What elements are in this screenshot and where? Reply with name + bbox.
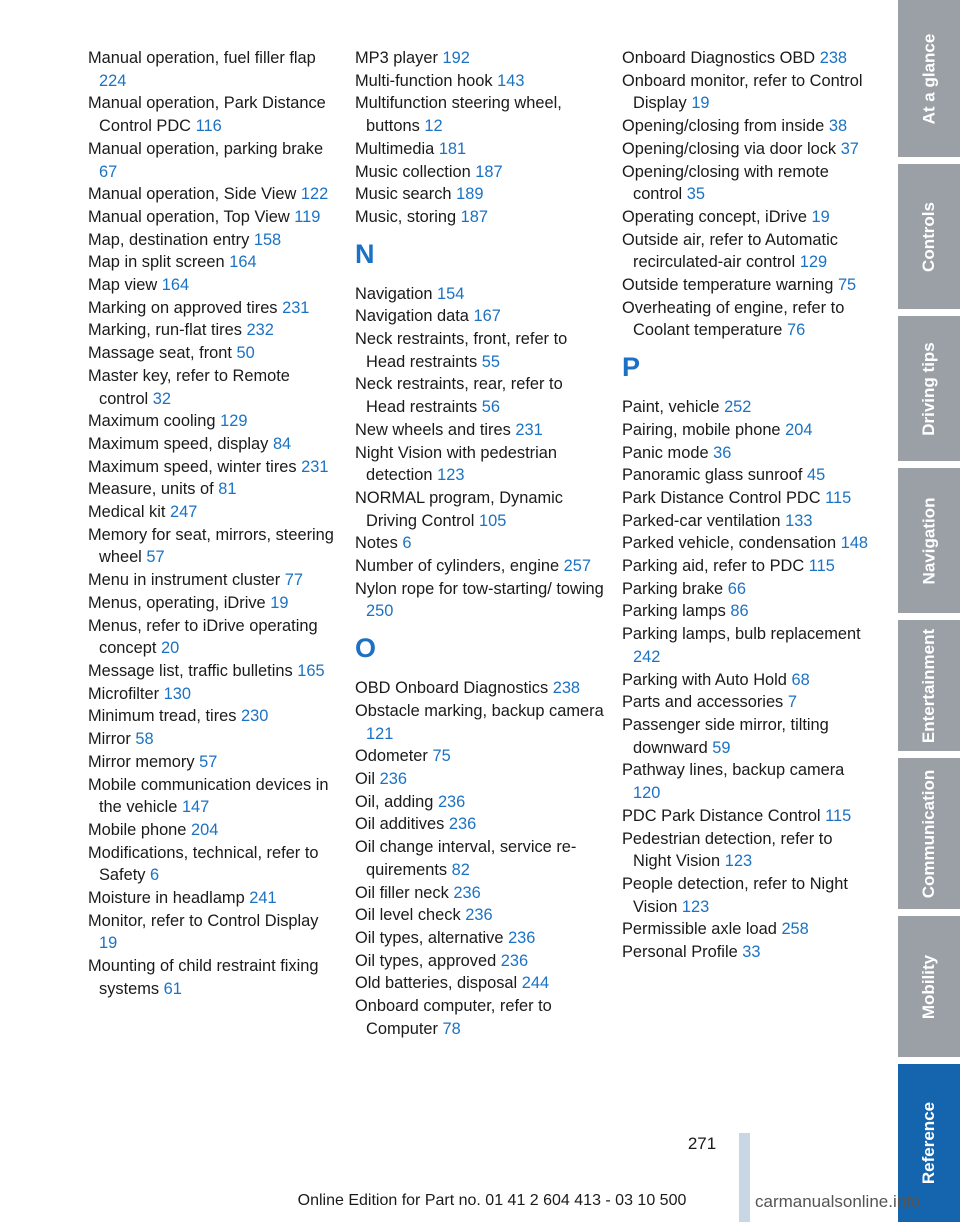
index-entry-text: Panic mode	[622, 443, 709, 462]
index-entry-text: Nylon rope for tow-starting/ towing	[355, 579, 604, 598]
index-entry	[88, 229, 338, 252]
index-entry	[355, 206, 605, 229]
chapter-tab-label: Communication	[919, 769, 939, 898]
index-page-link[interactable]: 147	[181, 798, 210, 817]
index-entry-text: Personal Profile	[622, 943, 738, 962]
index-letter-heading: P	[622, 352, 641, 383]
index-page-link[interactable]: 119	[294, 207, 321, 226]
index-page-link[interactable]: 6	[150, 866, 160, 885]
index-entry-text: Manual operation, Top View	[88, 207, 290, 226]
index-page-link[interactable]: 20	[160, 639, 180, 658]
index-page-link[interactable]: 36	[713, 443, 732, 462]
index-page-link[interactable]: 133	[785, 511, 813, 530]
index-entry-text: Opening/closing via door lock	[622, 139, 837, 158]
index-entry	[88, 705, 338, 728]
index-entry	[88, 319, 338, 342]
index-page-link[interactable]: 84	[272, 434, 292, 453]
index-entry	[88, 433, 338, 456]
index-entry-text: NORMAL program, Dynamic Driving Control	[355, 488, 563, 530]
index-entry	[355, 578, 605, 623]
chapter-tab-controls[interactable]	[898, 164, 960, 309]
edition-footer: Online Edition for Part no. 01 41 2 604 413 - 03 10 500	[297, 1192, 687, 1209]
index-entry	[622, 714, 872, 759]
index-page-link[interactable]: 242	[633, 647, 661, 666]
index-entry-text: Oil level check	[355, 906, 461, 925]
index-page-link[interactable]: 6	[402, 534, 412, 553]
index-page-link[interactable]: 250	[366, 602, 394, 621]
index-page-link[interactable]: 68	[791, 670, 810, 689]
index-entry-text: Mobile communication devices in the vehicle	[88, 775, 329, 817]
index-page-link[interactable]: 105	[478, 511, 507, 530]
index-entry-text: Parking aid, refer to PDC	[622, 557, 805, 576]
index-page-link[interactable]: 78	[442, 1019, 461, 1038]
index-entry-text: Map view	[88, 276, 158, 295]
chapter-tab-driving-tips[interactable]	[898, 316, 960, 461]
index-entry-text: Neck restraints, front, refer to Head restraints	[355, 330, 568, 371]
index-entry	[355, 677, 605, 700]
index-entry	[88, 342, 338, 365]
index-entry-text: Mirror	[88, 730, 131, 749]
chapter-tab-label: Controls	[919, 201, 939, 272]
index-page-link[interactable]: 123	[681, 897, 710, 916]
index-entry	[88, 410, 338, 433]
index-entry-text: Neck restraints, rear, refer to Head restraints	[355, 375, 563, 417]
index-entry	[88, 774, 338, 819]
index-entry	[622, 759, 872, 804]
index-entry	[622, 47, 872, 70]
index-entry	[622, 805, 872, 828]
index-page-link[interactable]: 37	[840, 139, 859, 158]
index-entry-text: Parking lamps	[622, 602, 726, 621]
index-entry-text: Oil additives	[355, 815, 445, 834]
index-entry-text: Operating concept, iDrive	[622, 207, 807, 226]
index-entry	[88, 297, 338, 320]
index-entry-text: Manual operation, Park Distance Control PDC	[88, 94, 326, 136]
index-page-link[interactable]: 252	[724, 398, 752, 417]
index-page-link[interactable]: 230	[241, 707, 269, 726]
index-page-link[interactable]: 164	[161, 276, 190, 295]
index-page-link[interactable]: 247	[170, 503, 198, 522]
index-page-link[interactable]: 66	[727, 579, 746, 598]
chapter-tab-label: Entertainment	[919, 628, 939, 743]
index-entry	[622, 297, 872, 342]
index-entry	[355, 47, 605, 70]
index-entry-text: Night Vision with pedestrian detection	[355, 443, 557, 485]
index-entry-text: Message list, traffic bulletins	[88, 661, 293, 680]
index-entry	[88, 365, 338, 410]
index-entry-text: Obstacle marking, backup camera	[355, 701, 604, 720]
index-page-link[interactable]: 67	[99, 162, 118, 181]
index-page-link[interactable]: 12	[424, 117, 443, 136]
index-letter-heading: N	[355, 238, 375, 269]
index-entry	[88, 478, 338, 501]
index-page-link[interactable]: 187	[460, 207, 489, 226]
index-page-link[interactable]: 45	[806, 466, 826, 485]
index-letter-heading: O	[355, 633, 377, 664]
index-page-link[interactable]: 181	[438, 139, 467, 158]
index-entry	[355, 161, 605, 184]
index-entry-text: Maximum speed, display	[88, 434, 269, 453]
chapter-tab-communication[interactable]	[898, 758, 960, 909]
index-page-link[interactable]: 192	[442, 49, 470, 67]
index-entry	[355, 700, 605, 745]
index-entry	[88, 251, 338, 274]
index-entry	[88, 92, 338, 137]
chapter-tab-label: At a glance	[919, 33, 939, 124]
index-entry	[355, 995, 605, 1040]
index-page-link[interactable]: 165	[297, 661, 325, 680]
index-page-link[interactable]: 129	[220, 412, 248, 431]
index-entry-text: Maximum speed, winter tires	[88, 457, 297, 476]
index-entry	[622, 464, 872, 487]
index-entry	[355, 555, 605, 578]
index-page-link[interactable]: 82	[451, 860, 470, 879]
index-entry	[622, 487, 872, 510]
index-entry	[355, 92, 605, 137]
index-entry	[355, 768, 605, 791]
index-entry-text: Passenger side mirror, tilting downward	[622, 715, 829, 757]
index-entry-text: Multimedia	[355, 139, 435, 158]
chapter-tab-entertainment[interactable]	[898, 620, 960, 751]
index-page-link[interactable]: 58	[135, 730, 154, 749]
chapter-tab-label: Reference	[919, 1101, 938, 1185]
index-entry-text: Outside temperature warning	[622, 276, 834, 295]
index-page-link[interactable]: 76	[786, 321, 806, 340]
index-entry	[88, 660, 338, 683]
index-entry	[88, 569, 338, 592]
index-entry	[355, 419, 605, 442]
index-entry	[88, 524, 338, 569]
index-entry	[88, 592, 338, 615]
index-entry	[88, 819, 338, 842]
index-entry	[622, 229, 872, 274]
index-page-link[interactable]: 86	[730, 602, 749, 621]
index-page-link[interactable]: 19	[99, 934, 118, 953]
index-entry	[88, 842, 338, 887]
index-entry-text: Menus, operating, iDrive	[88, 593, 266, 612]
index-entry	[622, 941, 872, 964]
chapter-tab-label: Navigation	[919, 497, 938, 584]
index-entry-text: Parking with Auto Hold	[622, 670, 787, 689]
index-entry	[355, 183, 605, 206]
index-page-link[interactable]: 231	[301, 457, 329, 476]
index-entry	[622, 828, 872, 873]
index-entry	[88, 683, 338, 706]
watermark: carmanualsonline.info	[755, 1192, 921, 1211]
index-page-link[interactable]: 61	[163, 979, 182, 998]
chapter-tab-navigation[interactable]	[898, 468, 960, 613]
index-page-link[interactable]: 236	[508, 928, 536, 947]
index-page-link[interactable]: 33	[742, 943, 761, 962]
index-column-1	[88, 47, 338, 1001]
index-entry-text: Monitor, refer to Control Display	[88, 911, 319, 930]
index-page-link[interactable]: 238	[552, 679, 581, 698]
index-entry-text: Permissible axle load	[622, 920, 777, 939]
index-entry-text: Parking lamps, bulb replacement	[622, 625, 861, 644]
index-entry-text: Opening/closing from inside	[622, 117, 825, 136]
index-entry	[355, 745, 605, 768]
index-entry-text: Pairing, mobile phone	[622, 420, 781, 439]
index-entry	[355, 836, 605, 881]
index-entry	[622, 419, 872, 442]
chapter-tab-mobility[interactable]	[898, 916, 960, 1057]
index-page-link[interactable]: 154	[437, 284, 465, 303]
index-entry-text: Onboard Diagnostics OBD	[622, 49, 816, 67]
index-entry-text: Massage seat, front	[88, 344, 232, 363]
index-page-link[interactable]: 115	[825, 806, 852, 825]
index-entry-text: OBD Onboard Diagnostics	[355, 679, 549, 698]
index-entry-text: Menus, refer to iDrive operating concept	[88, 616, 318, 658]
index-entry-text: Parking brake	[622, 579, 724, 598]
index-entry-text: Parked vehicle, condensation	[622, 534, 837, 553]
index-entry-text: People detection, refer to Night Vision	[622, 874, 848, 916]
chapter-tab-label: Mobility	[919, 954, 938, 1019]
index-entry	[355, 373, 605, 418]
index-page-link[interactable]: 129	[799, 253, 828, 272]
index-entry	[88, 138, 338, 183]
index-entry-text: Map, destination entry	[88, 230, 250, 249]
index-entry	[622, 623, 872, 668]
index-entry	[355, 70, 605, 93]
index-entry-text: Microfilter	[88, 684, 160, 703]
index-entry	[622, 442, 872, 465]
index-page-link[interactable]: 57	[146, 548, 165, 567]
index-entry-text: Overheating of engine, refer to Coolant temperature	[622, 298, 845, 340]
index-page-link[interactable]: 257	[563, 557, 591, 576]
index-page-link[interactable]: 258	[781, 920, 809, 939]
index-entry	[622, 138, 872, 161]
index-entry-text: Onboard computer, refer to Computer	[355, 997, 552, 1038]
index-entry-text: Multifunction steering wheel, buttons	[355, 94, 562, 136]
index-page-link[interactable]: 236	[465, 906, 493, 925]
index-entry	[355, 882, 605, 905]
index-page-link[interactable]: 164	[229, 253, 257, 272]
index-entry	[622, 510, 872, 533]
index-page-link[interactable]: 158	[253, 230, 282, 249]
index-entry-text: Moisture in headlamp	[88, 889, 245, 908]
index-page-link[interactable]: 123	[437, 466, 465, 485]
index-entry-text: Marking, run-flat tires	[88, 321, 242, 340]
index-entry	[355, 532, 605, 555]
index-entry-text: Outside air, refer to Automatic recirculated-air control	[622, 230, 838, 272]
index-entry-text: Marking on approved tires	[88, 298, 278, 317]
index-page-link[interactable]: 59	[712, 738, 731, 757]
index-entry-text: Oil, adding	[355, 792, 434, 811]
index-entry	[622, 873, 872, 918]
index-page-link[interactable]: 236	[379, 769, 407, 788]
index-page-link[interactable]: 115	[825, 488, 852, 507]
index-entry-text: Navigation	[355, 284, 433, 303]
index-page-link[interactable]: 57	[199, 752, 218, 771]
index-entry-text: Old batteries, disposal	[355, 974, 518, 993]
index-entry-text: Music search	[355, 185, 452, 204]
page-number: 271	[687, 1134, 717, 1153]
index-entry-text: Oil	[355, 769, 376, 788]
index-entry	[88, 910, 338, 955]
index-entry-text: Music collection	[355, 162, 471, 181]
index-page-link[interactable]: 77	[284, 571, 304, 590]
index-page-link[interactable]: 122	[300, 185, 329, 204]
index-entry	[88, 206, 338, 229]
index-entry	[355, 138, 605, 161]
index-entry-text: Notes	[355, 534, 398, 553]
index-entry-text: Oil types, alternative	[355, 928, 504, 947]
index-page-link[interactable]: 130	[163, 684, 191, 703]
index-entry-text: Mirror memory	[88, 752, 195, 771]
index-page-link[interactable]: 241	[249, 889, 277, 908]
index-entry-text: Oil filler neck	[355, 883, 449, 902]
index-page-link[interactable]: 236	[437, 792, 466, 811]
index-entry	[622, 578, 872, 601]
index-entry	[355, 442, 605, 487]
index-entry	[355, 972, 605, 995]
index-entry-text: Pedestrian detection, refer to Night Vision	[622, 829, 833, 871]
index-page-link[interactable]: 187	[475, 162, 503, 181]
index-entry-text: Mobile phone	[88, 820, 187, 839]
index-entry-text: Manual operation, fuel filler flap	[88, 49, 316, 67]
index-entry-text: Memory for seat, mirrors, steering wheel	[88, 525, 334, 567]
index-entry-text: Manual operation, parking brake	[88, 139, 324, 158]
index-entry-text: Onboard monitor, refer to Control Display	[622, 71, 863, 113]
index-page-link[interactable]: 55	[481, 352, 500, 371]
index-entry	[88, 728, 338, 751]
index-page-link[interactable]: 35	[686, 185, 705, 204]
index-page-link[interactable]: 148	[840, 534, 869, 553]
index-entry-text: Medical kit	[88, 503, 166, 522]
index-entry	[622, 70, 872, 115]
index-entry	[622, 274, 872, 297]
index-entry-text: Paint, vehicle	[622, 398, 720, 417]
index-page-link[interactable]: 116	[195, 117, 222, 136]
index-entry-text: Panoramic glass sunroof	[622, 466, 803, 485]
index-entry-text: Parked-car ventilation	[622, 511, 781, 530]
index-entry-text: Mounting of child restraint fixing systems	[88, 957, 319, 998]
index-entry-text: Minimum tread, tires	[88, 707, 237, 726]
index-entry-text: New wheels and tires	[355, 420, 511, 439]
index-entry	[622, 555, 872, 578]
index-entry-text: Pathway lines, backup camera	[622, 761, 845, 780]
index-entry	[88, 274, 338, 297]
index-entry-text: Oil types, approved	[355, 951, 497, 970]
index-page-link[interactable]: 7	[787, 693, 797, 712]
index-page-link[interactable]: 189	[456, 185, 484, 204]
index-entry-text: Map in split screen	[88, 253, 225, 272]
index-entry-text: Maximum cooling	[88, 412, 216, 431]
index-entry-text: Navigation data	[355, 307, 469, 326]
chapter-tab-label: Driving tips	[919, 341, 939, 436]
index-page-link[interactable]: 19	[270, 593, 289, 612]
index-page-link[interactable]: 167	[473, 307, 501, 326]
index-page-link[interactable]: 236	[448, 815, 477, 834]
index-entry-text: Modifications, technical, refer to Safety	[88, 843, 319, 885]
index-entry	[88, 887, 338, 910]
index-page-link[interactable]: 19	[811, 207, 830, 226]
index-column-3	[622, 47, 872, 964]
index-page-link[interactable]: 56	[481, 398, 500, 417]
index-entry	[355, 791, 605, 814]
index-entry	[355, 927, 605, 950]
index-entry	[355, 904, 605, 927]
index-page-link[interactable]: 232	[246, 321, 274, 340]
index-page-link[interactable]: 19	[691, 94, 710, 113]
index-entry	[355, 328, 605, 373]
index-entry-text: Oil change interval, service requirements	[355, 838, 577, 879]
index-entry-text: Opening/closing with remote control	[622, 162, 829, 204]
index-page-link[interactable]: 204	[190, 820, 219, 839]
index-page-link[interactable]: 50	[236, 344, 255, 363]
index-page-link[interactable]: 244	[521, 974, 550, 993]
index-entry	[355, 487, 605, 532]
chapter-tabs	[898, 0, 960, 1222]
index-page-link[interactable]: 224	[99, 71, 127, 90]
index-page-link[interactable]: 121	[366, 724, 394, 743]
index-entry-text: Park Distance Control PDC	[622, 488, 821, 507]
index-entry	[88, 183, 338, 206]
index-page-link[interactable]: 38	[828, 117, 848, 136]
index-entry	[622, 691, 872, 714]
index-entry-text: Music, storing	[355, 207, 457, 226]
index-entry	[355, 283, 605, 306]
index-entry	[622, 161, 872, 206]
index-entry	[622, 206, 872, 229]
index-page-link[interactable]: 115	[808, 557, 835, 576]
index-entry	[622, 115, 872, 138]
index-entry-text: PDC Park Distance Control	[622, 806, 821, 825]
index-page-link[interactable]: 236	[453, 883, 481, 902]
index-page-link[interactable]: 32	[152, 389, 171, 408]
index-entry	[355, 813, 605, 836]
index-page-link[interactable]: 120	[633, 784, 661, 803]
index-column-2	[355, 47, 605, 1040]
index-entry-text: Multi-function hook	[355, 71, 493, 90]
index-entry-text: Master key, refer to Remote control	[88, 366, 290, 408]
index-entry	[88, 615, 338, 660]
index-entry-text: Manual operation, Side View	[88, 185, 297, 204]
index-page-link[interactable]: 238	[819, 49, 848, 67]
index-page-link[interactable]: 231	[515, 420, 543, 439]
chapter-tab-at-a-glance[interactable]	[898, 0, 960, 157]
index-entry-text: Menu in instrument cluster	[88, 571, 281, 590]
index-entry	[622, 918, 872, 941]
index-page-link[interactable]: 75	[837, 276, 857, 295]
index-page-link[interactable]: 236	[500, 951, 529, 970]
index-entry	[622, 396, 872, 419]
index-entry-text: MP3 player	[355, 49, 438, 67]
index-entry-text: Number of cylinders, engine	[355, 557, 560, 576]
index-entry	[622, 532, 872, 555]
index-entry	[355, 950, 605, 973]
index-entry	[88, 955, 338, 1000]
index-entry	[88, 501, 338, 524]
index-page-link[interactable]: 231	[282, 298, 310, 317]
index-page-link[interactable]: 123	[724, 852, 753, 871]
index-page-link[interactable]: 143	[497, 71, 525, 90]
index-entry	[622, 600, 872, 623]
index-entry	[355, 305, 605, 328]
index-entry	[88, 47, 338, 92]
index-page-link[interactable]: 75	[432, 747, 451, 766]
index-entry-text: Odometer	[355, 747, 428, 766]
index-page-link[interactable]: 81	[218, 480, 237, 499]
index-entry	[622, 669, 872, 692]
index-page-link[interactable]: 204	[785, 420, 813, 439]
index-entry	[88, 751, 338, 774]
index-entry-text: Measure, units of	[88, 480, 214, 499]
index-entry-text: Parts and accessories	[622, 693, 784, 712]
index-entry	[88, 456, 338, 479]
